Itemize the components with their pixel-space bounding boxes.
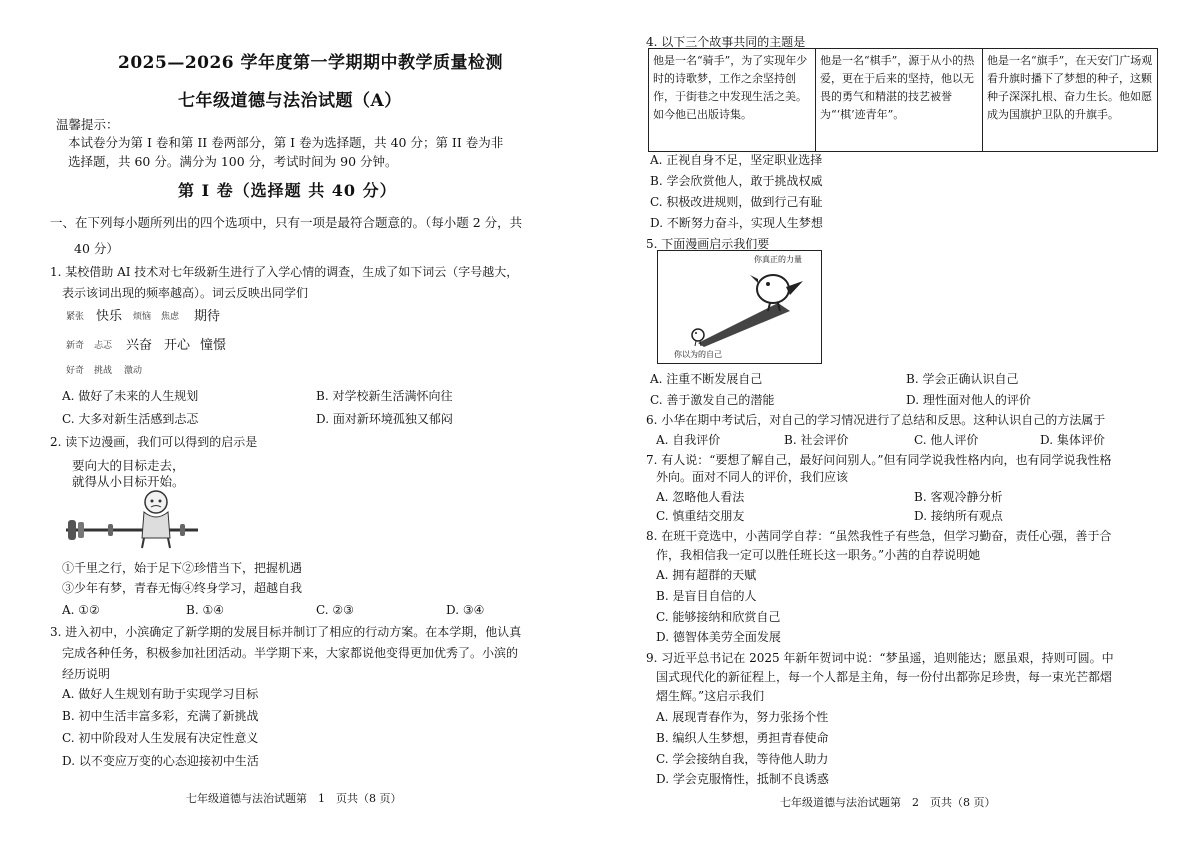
q9-stem-line-1: 9. 习近平总书记在 2025 年新年贺词中说：“梦虽遥，追则能达；愿虽艰，持则可圆。中: [646, 651, 1114, 665]
q5-cartoon-caption-bottom: 你以为的自己: [674, 350, 722, 359]
q2-options-line-1: ①千里之行，始于足下②珍惜当下，把握机遇: [62, 561, 303, 575]
q1-option-a: A. 做好了未来的人生规划: [62, 389, 199, 403]
q8-stem-line-2: 作，我相信我一定可以胜任班长这一职务。”小茜的自荐说明她: [656, 548, 981, 562]
q3-option-b: B. 初中生活丰富多彩，充满了新挑战: [62, 709, 259, 723]
word-cloud-word: 挑战: [94, 366, 113, 376]
q2-option-d: D. ③④: [446, 603, 485, 617]
word-cloud-word: 激动: [124, 366, 143, 376]
word-cloud-word: 忐忑: [94, 341, 113, 351]
q9-option-d: D. 学会克服惰性，抵制不良诱惑: [656, 772, 829, 786]
exam-subtitle: 七年级道德与法治试题（A）: [178, 91, 402, 111]
q3-option-c: C. 初中阶段对人生发展有决定性意义: [62, 731, 259, 745]
bird-shadow-illustration: [658, 251, 821, 363]
weightlifting-comic-illustration: [62, 488, 202, 550]
q2-option-a: A. ①②: [62, 603, 100, 617]
q3-option-a: A. 做好人生规划有助于实现学习目标: [62, 687, 259, 701]
story-rider: 他是一名“骑手”，为了实现年少时的诗歌梦，工作之余坚持创作，于街巷之中发现生活之美。如今他已出版诗集。: [649, 49, 816, 152]
q3-option-d: D. 以不变应万变的心态迎接初中生活: [62, 754, 259, 768]
q1-option-c: C. 大多对新生活感到忐忑: [62, 412, 199, 426]
q4-option-a: A. 正视自身不足，坚定职业选择: [650, 153, 823, 167]
q8-option-c: C. 能够接纳和欣赏自己: [656, 610, 781, 624]
q1-option-d: D. 面对新环境孤独又郁闷: [316, 412, 453, 426]
section-heading: 第 I 卷（选择题 共 40 分）: [178, 181, 397, 200]
word-cloud-word: 期待: [194, 309, 221, 324]
tip-label: 温馨提示：: [56, 117, 119, 132]
q5-option-c: C. 善于激发自己的潜能: [650, 393, 775, 407]
q7-option-a: A. 忽略他人看法: [656, 490, 745, 504]
q2-option-c: C. ②③: [316, 603, 354, 617]
q2-comic-text-1: 要向大的目标走去，: [72, 458, 185, 473]
q7-option-d: D. 接纳所有观点: [914, 509, 1003, 523]
q2-options-line-2: ③少年有梦，青春无悔④终身学习，超越自我: [62, 581, 303, 595]
q8-option-d: D. 德智体美劳全面发展: [656, 630, 781, 644]
q5-stem: 5. 下面漫画启示我们要: [646, 237, 770, 251]
q4-option-d: D. 不断努力奋斗，实现人生梦想: [650, 216, 823, 230]
q7-option-c: C. 慎重结交朋友: [656, 509, 745, 523]
q9-stem-line-2: 国式现代化的新征程上，每一个人都是主角，每一份付出都弥足珍贵，每一束光芒都熠: [656, 670, 1113, 684]
story-flag-bearer: 他是一名“旗手”，在天安门广场观看升旗时播下了梦想的种子，这颗种子深深扎根、奋力生长。他如愿成为国旗护卫队的升旗手。: [983, 49, 1158, 152]
q7-option-b: B. 客观冷静分析: [914, 490, 1003, 504]
q8-option-a: A. 拥有超群的天赋: [656, 568, 757, 582]
q4-stem: 4. 以下三个故事共同的主题是: [646, 35, 806, 49]
word-cloud-word: 好奇: [66, 366, 85, 376]
q4-option-c: C. 积极改进规则，做到行己有耻: [650, 195, 823, 209]
q8-stem-line-1: 8. 在班干竞选中，小茜同学自荐：“虽然我性子有些急，但学习勤奋，责任心强，善于合: [646, 529, 1112, 543]
q2-comic-text-2: 就得从小目标开始。: [72, 474, 185, 489]
story-chess-player: 他是一名“棋手”，源于从小的热爱，更在于后来的坚持，他以无畏的勇气和精湛的技艺被誉为“‘棋’迹青年”。: [816, 49, 983, 152]
q4-option-b: B. 学会欣赏他人，敢于挑战权威: [650, 174, 823, 188]
q6-option-c: C. 他人评价: [914, 433, 979, 447]
word-cloud-word: 焦虑: [161, 312, 180, 322]
q5-option-a: A. 注重不断发展自己: [650, 372, 763, 386]
word-cloud-word: 紧张: [66, 312, 85, 322]
q3-stem-line-1: 3. 进入初中，小滨确定了新学期的发展目标并制订了相应的行动方案。在本学期，他认真: [50, 625, 522, 639]
tip-line-2: 选择题，共 60 分。满分为 100 分，考试时间为 90 分钟。: [68, 154, 398, 169]
q5-option-b: B. 学会正确认识自己: [906, 372, 1019, 386]
word-cloud-word: 兴奋: [126, 338, 153, 353]
q9-option-c: C. 学会接纳自我，等待他人助力: [656, 752, 829, 766]
instruction-line-1: 一、在下列每小题所列出的四个选项中，只有一项是最符合题意的。（每小题 2 分，共: [50, 215, 523, 230]
word-cloud-word: 新奇: [66, 341, 85, 351]
word-cloud-word: 快乐: [96, 309, 123, 324]
page-footer-2: 七年级道德与法治试题第 2 页共（8 页）: [780, 796, 996, 809]
q5-option-d: D. 理性面对他人的评价: [906, 393, 1031, 407]
q9-stem-line-3: 熠生辉。”这启示我们: [656, 689, 765, 703]
word-cloud-word: 烦恼: [133, 312, 152, 322]
q6-option-d: D. 集体评价: [1040, 433, 1105, 447]
q6-option-a: A. 自我评价: [656, 433, 721, 447]
q4-story-table: [648, 48, 1158, 152]
q9-option-a: A. 展现青春作为，努力张扬个性: [656, 710, 829, 724]
word-cloud-word: 憧憬: [200, 338, 227, 353]
q7-stem-line-1: 7. 有人说：“要想了解自己，最好问问别人。”但有同学说我性格内向，也有同学说我性格: [646, 453, 1112, 467]
tip-line-1: 本试卷分为第 I 卷和第 II 卷两部分，第 I 卷为选择题，共 40 分；第 II 卷为非: [68, 135, 504, 150]
q5-cartoon-caption-top: 你真正的力量: [754, 255, 802, 264]
exam-title: 2025—2026 学年度第一学期期中教学质量检测: [118, 53, 504, 73]
instruction-line-2: 40 分）: [74, 241, 119, 256]
q1-stem-line-2: 表示该词出现的频率越高）。词云反映出同学们: [62, 286, 309, 300]
q1-option-b: B. 对学校新生活满怀向往: [316, 389, 453, 403]
q7-stem-line-2: 外向。面对不同人的评价，我们应该: [656, 470, 849, 484]
q3-stem-line-3: 经历说明: [62, 667, 111, 681]
q5-cartoon: [657, 250, 822, 364]
q3-stem-line-2: 完成各种任务，积极参加社团活动。半学期下来，大家都说他变得更加优秀了。小滨的: [62, 646, 519, 660]
word-cloud-word: 开心: [164, 338, 191, 353]
q2-option-b: B. ①④: [186, 603, 224, 617]
page-footer-1: 七年级道德与法治试题第 1 页共（8 页）: [186, 792, 402, 805]
q6-option-b: B. 社会评价: [784, 433, 849, 447]
q1-stem-line-1: 1. 某校借助 AI 技术对七年级新生进行了入学心情的调查，生成了如下词云（字号越大，: [50, 265, 519, 279]
q6-stem: 6. 小华在期中考试后，对自己的学习情况进行了总结和反思。这种认识自己的方法属于: [646, 413, 1106, 427]
q9-option-b: B. 编织人生梦想，勇担青春使命: [656, 731, 829, 745]
q2-stem: 2. 读下边漫画，我们可以得到的启示是: [50, 435, 258, 449]
q8-option-b: B. 是盲目自信的人: [656, 589, 757, 603]
